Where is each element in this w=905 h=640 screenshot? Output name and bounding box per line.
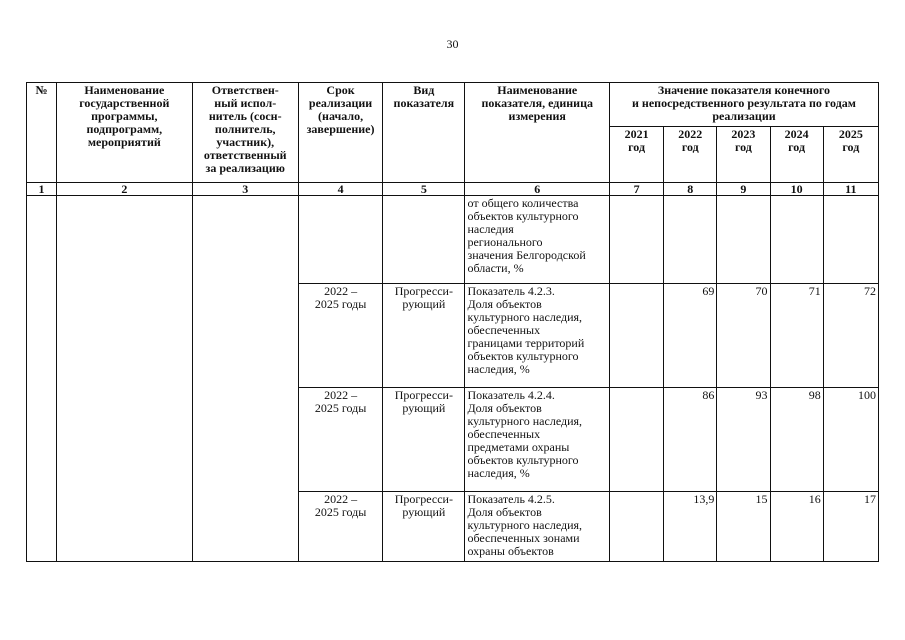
header-indicator-type: Вид показателя <box>383 83 465 183</box>
cell-type: Прогресси- рующий <box>383 492 465 562</box>
cell-value-2023: 93 <box>717 388 770 492</box>
header-year-2021: 2021 год <box>609 127 663 183</box>
column-number-row <box>27 183 879 196</box>
cell-value-2024: 16 <box>770 492 823 562</box>
cell-term: 2022 – 2025 годы <box>298 492 382 562</box>
cell-term <box>298 196 382 284</box>
cell-value-2021 <box>609 284 663 388</box>
cell-value-2021 <box>609 492 663 562</box>
cell-type <box>383 196 465 284</box>
header-year-2023: 2023 год <box>717 127 770 183</box>
column-number: 10 <box>770 183 823 196</box>
cell-value-2022: 69 <box>664 284 717 388</box>
column-number: 5 <box>383 183 465 196</box>
header-number: № <box>27 83 57 183</box>
cell-number <box>27 196 57 562</box>
cell-value-2025: 17 <box>823 492 878 562</box>
cell-term: 2022 – 2025 годы <box>298 284 382 388</box>
header-indicator-name: Наименование показателя, единица измерения <box>465 83 610 183</box>
cell-type: Прогресси- рующий <box>383 284 465 388</box>
header-values-group: Значение показателя конечного и непосредственного результата по годам реализации <box>609 83 878 127</box>
cell-value-2022 <box>664 196 717 284</box>
cell-value-2024: 71 <box>770 284 823 388</box>
header-responsible: Ответствен- ный испол- нитель (сосн- полнитель, участник), ответственный за реализацию <box>192 83 298 183</box>
column-number: 9 <box>717 183 770 196</box>
cell-value-2024 <box>770 196 823 284</box>
header-year-2022: 2022 год <box>664 127 717 183</box>
header-program-name: Наименование государственной программы, подпрограмм, мероприятий <box>57 83 192 183</box>
cell-value-2025 <box>823 196 878 284</box>
column-number: 1 <box>27 183 57 196</box>
cell-value-2025: 72 <box>823 284 878 388</box>
cell-indicator-name: от общего количества объектов культурного наследия регионального значения Белгородской области, % <box>465 196 610 284</box>
indicator-table <box>26 82 879 562</box>
cell-value-2023: 70 <box>717 284 770 388</box>
column-number: 3 <box>192 183 298 196</box>
cell-indicator-name: Показатель 4.2.5. Доля объектов культурного наследия, обеспеченных зонами охраны объектов <box>465 492 610 562</box>
cell-value-2025: 100 <box>823 388 878 492</box>
cell-program-name <box>57 196 192 562</box>
cell-value-2023: 15 <box>717 492 770 562</box>
header-term: Срок реализации (начало, завершение) <box>298 83 382 183</box>
header-year-2024: 2024 год <box>770 127 823 183</box>
table-row <box>27 196 879 284</box>
cell-value-2022: 13,9 <box>664 492 717 562</box>
cell-value-2021 <box>609 388 663 492</box>
cell-value-2021 <box>609 196 663 284</box>
cell-value-2024: 98 <box>770 388 823 492</box>
cell-responsible <box>192 196 298 562</box>
cell-term: 2022 – 2025 годы <box>298 388 382 492</box>
column-number: 8 <box>664 183 717 196</box>
cell-value-2023 <box>717 196 770 284</box>
column-number: 7 <box>609 183 663 196</box>
column-number: 6 <box>465 183 610 196</box>
cell-indicator-name: Показатель 4.2.4. Доля объектов культурного наследия, обеспеченных предметами охраны объектов культурного наследия, % <box>465 388 610 492</box>
cell-value-2022: 86 <box>664 388 717 492</box>
column-number: 2 <box>57 183 192 196</box>
page-number: 30 <box>446 37 459 51</box>
column-number: 4 <box>298 183 382 196</box>
cell-indicator-name: Показатель 4.2.3. Доля объектов культурного наследия, обеспеченных границами территорий объектов культурного наследия, % <box>465 284 610 388</box>
header-year-2025: 2025 год <box>823 127 878 183</box>
column-number: 11 <box>823 183 878 196</box>
cell-type: Прогресси- рующий <box>383 388 465 492</box>
